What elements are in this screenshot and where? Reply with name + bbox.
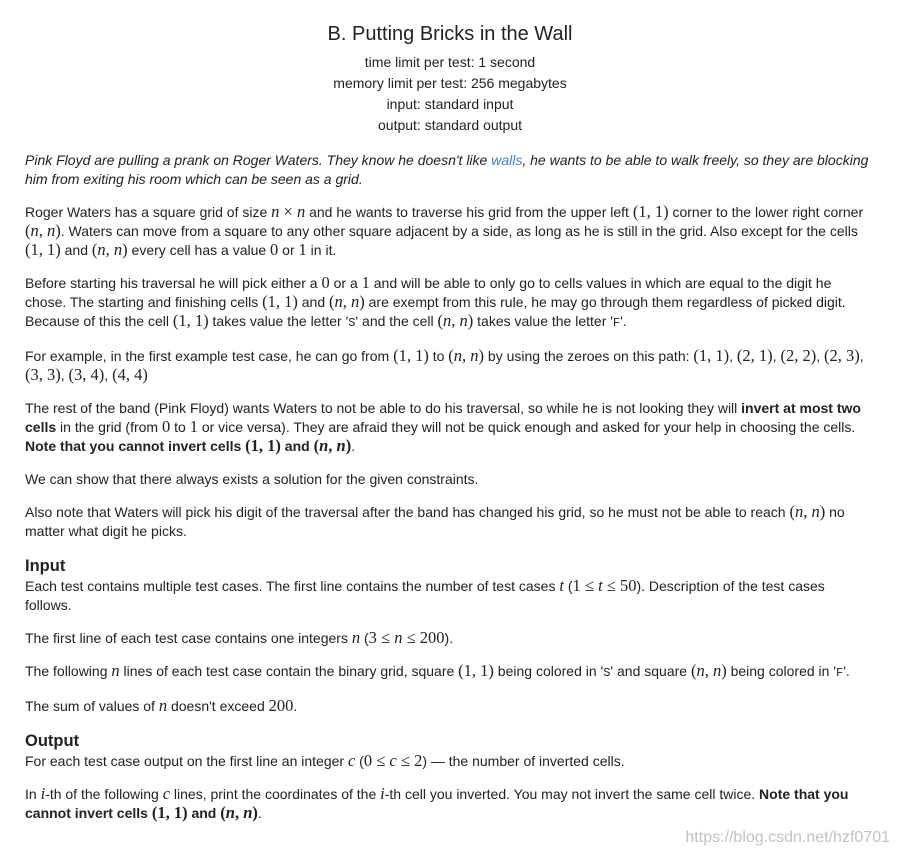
problem-title: B. Putting Bricks in the Wall <box>327 23 573 45</box>
code-letter: F <box>612 316 621 330</box>
statement-text: Each test contains multiple test cases. The first line contains the number of test cases <box>25 578 560 594</box>
statement-text: Roger Waters has a square grid of size <box>25 204 272 220</box>
statement-text: , he wants to be able to walk freely, so they are blocking him from exiting his room which can be seen as a grid. <box>25 152 869 187</box>
math-expression: 1 <box>298 240 307 259</box>
bold-math-expression: (n, n) <box>220 803 258 822</box>
statement-text: , <box>104 367 113 383</box>
bold-math-expression: (1, 1) <box>151 803 188 822</box>
code-letter: S <box>603 666 611 680</box>
input-paragraph <box>25 662 875 683</box>
time-limit: time limit per test: 1 second <box>364 54 536 70</box>
math-expression: (n, n) <box>690 661 727 680</box>
math-expression: (1, 1) <box>632 202 669 221</box>
math-expression: (n, n) <box>25 221 61 240</box>
statement-text: ). <box>444 630 454 646</box>
statement-text: takes value the letter ' <box>208 313 349 329</box>
math-expression: 0 <box>161 417 171 436</box>
bold-math-expression: (n, n) <box>313 436 352 455</box>
statement-text: being colored in ' <box>493 663 604 679</box>
output-paragraph <box>25 752 875 771</box>
statement-text: corner to the lower right corner <box>668 204 864 220</box>
math-expression: (2, 3) <box>823 346 860 365</box>
math-expression: n <box>111 661 120 680</box>
problem-limits <box>25 52 875 136</box>
math-expression: i <box>40 784 46 803</box>
statement-text: in it. <box>306 242 337 258</box>
output-heading: Output <box>25 732 80 750</box>
math-expression: (n, n) <box>437 311 474 330</box>
math-expression: (n, n) <box>789 502 826 521</box>
statement-text: , <box>772 348 781 364</box>
math-expression: 0 <box>270 240 279 259</box>
code-letter: F <box>836 666 844 680</box>
math-expression: (n, n) <box>448 346 485 365</box>
statement-text: -th of the following <box>45 786 163 802</box>
statement-text: . Waters can move from a square to any other square adjacent by a side, as long as he is still in the grid. Also except for the cells <box>60 223 858 239</box>
statement-text: and will be able to only go to cells values in which are equal to the digit he chose. The starting and finishing cells <box>25 275 832 310</box>
statement-paragraph <box>25 470 875 489</box>
statement-text: . <box>293 698 298 714</box>
walls-link[interactable]: walls <box>491 152 523 168</box>
math-expression: (2, 1) <box>736 346 773 365</box>
statement-text: , <box>816 348 824 364</box>
watermark: https://blog.csdn.net/hzf0701 <box>685 829 890 846</box>
math-expression: c <box>162 784 171 803</box>
problem-header <box>25 22 875 136</box>
statement-paragraph <box>25 503 875 541</box>
statement-text: ) — the number of inverted cells. <box>422 753 625 769</box>
statement-paragraph <box>25 203 875 260</box>
math-expression: (n, n) <box>329 292 365 311</box>
input-paragraph <box>25 577 875 615</box>
statement-text: -th cell you inverted. You may not invert the same cell twice. <box>384 786 760 802</box>
statement-text: , <box>729 348 737 364</box>
statement-text: ( <box>563 578 573 594</box>
math-expression: n <box>158 696 168 715</box>
statement-paragraph <box>25 274 875 333</box>
problem-statement <box>0 22 899 823</box>
bold-text: and <box>280 438 314 454</box>
statement-text: For example, in the first example test case, he can go from <box>25 348 394 364</box>
statement-text: or a <box>329 275 362 291</box>
statement-text: . <box>257 805 262 821</box>
statement-text: In <box>25 786 41 802</box>
math-expression: (1, 1) <box>172 311 209 330</box>
statement-text: or <box>278 242 299 258</box>
input-heading: Input <box>25 557 66 575</box>
math-expression: 1 <box>361 273 370 292</box>
statement-text: doesn't exceed <box>167 698 269 714</box>
statement-text: . <box>351 438 356 454</box>
bold-text: invert at most two cells <box>25 400 861 435</box>
statement-text: , <box>859 348 864 364</box>
math-expression: t <box>559 576 564 595</box>
bold-text: Note that you cannot invert cells <box>25 438 246 454</box>
math-expression: (1, 1) <box>25 240 61 259</box>
math-expression: (n, n) <box>91 240 128 259</box>
math-expression: 200 <box>268 696 294 715</box>
statement-text: ' and the cell <box>355 313 438 329</box>
statement-text: or vice versa). They are afraid they will not be quick enough and asked for your help in choosing the cells. <box>197 419 856 435</box>
statement-text: lines of each test case contain the binary grid, square <box>119 663 459 679</box>
statement-text: to <box>170 419 190 435</box>
statement-text: lines, print the coordinates of the <box>170 786 381 802</box>
math-expression: 0 ≤ c ≤ 2 <box>363 751 423 770</box>
statement-text: The first line of each test case contains one integers <box>25 630 352 646</box>
math-expression: c <box>347 751 356 770</box>
legend-paragraph <box>25 151 875 189</box>
math-expression: 3 ≤ n ≤ 200 <box>368 628 445 647</box>
math-expression: (3, 4) <box>68 365 105 384</box>
statement-text: ). Description of the test cases follows. <box>25 578 825 613</box>
math-expression: n <box>351 628 361 647</box>
statement-paragraph <box>25 399 875 456</box>
statement-text: We can show that there always exists a solution for the given constraints. <box>25 471 479 487</box>
statement-text: ( <box>360 630 369 646</box>
math-expression: (4, 4) <box>112 365 148 384</box>
statement-text: '. <box>620 313 627 329</box>
statement-paragraph <box>25 347 875 385</box>
code-letter: S <box>348 316 356 330</box>
statement-text: no matter what digit he picks. <box>25 504 845 539</box>
statement-text: Pink Floyd are pulling a prank on Roger Waters. They know he doesn't like <box>25 152 492 168</box>
math-expression: (1, 1) <box>693 346 730 365</box>
bold-math-expression: (1, 1) <box>245 436 281 455</box>
statement-text: Also note that Waters will pick his digit of the traversal after the band has changed his grid, so he must not be able to reach <box>25 504 790 520</box>
math-expression: 0 <box>321 273 330 292</box>
statement-text: The sum of values of <box>25 698 159 714</box>
statement-text: and <box>60 242 92 258</box>
statement-text: and <box>297 294 329 310</box>
statement-text: Before starting his traversal he will pick either a <box>25 275 322 291</box>
statement-text: and he wants to traverse his grid from the upper left <box>305 204 633 220</box>
math-expression: i <box>380 784 385 803</box>
statement-text: being colored in ' <box>726 663 837 679</box>
input-paragraph <box>25 697 875 716</box>
math-expression: 1 <box>189 417 198 436</box>
input-paragraph <box>25 629 875 648</box>
statement-text: The rest of the band (Pink Floyd) wants Waters to not be able to do his traversal, so while he is not looking they will <box>25 400 742 416</box>
statement-text: , <box>60 367 69 383</box>
math-expression: n × n <box>271 202 306 221</box>
statement-text: every cell has a value <box>127 242 271 258</box>
statement-text: The following <box>25 663 112 679</box>
statement-text: '. <box>843 663 850 679</box>
statement-text: ' and square <box>610 663 691 679</box>
memory-limit: memory limit per test: 256 megabytes <box>333 75 567 91</box>
math-expression: 1 ≤ t ≤ 50 <box>572 576 637 595</box>
statement-text: ( <box>355 753 364 769</box>
output-file: output: standard output <box>378 117 522 133</box>
math-expression: (2, 2) <box>780 346 817 365</box>
statement-text: takes value the letter ' <box>473 313 613 329</box>
math-expression: (1, 1) <box>393 346 429 365</box>
input-file: input: standard input <box>386 96 514 112</box>
statement-text: For each test case output on the first line an integer <box>25 753 348 769</box>
bold-text: and <box>187 805 221 821</box>
statement-text: by using the zeroes on this path: <box>484 348 694 364</box>
statement-text: in the grid (from <box>56 419 162 435</box>
math-expression: (1, 1) <box>458 661 494 680</box>
math-expression: (3, 3) <box>25 365 61 384</box>
statement-text: are exempt from this rule, he may go through them regardless of picked digit. Because of this the cell <box>25 294 846 329</box>
math-expression: (1, 1) <box>262 292 298 311</box>
bold-text: Note that you cannot invert cells <box>25 786 849 821</box>
output-paragraph <box>25 785 875 823</box>
statement-text: to <box>428 348 449 364</box>
